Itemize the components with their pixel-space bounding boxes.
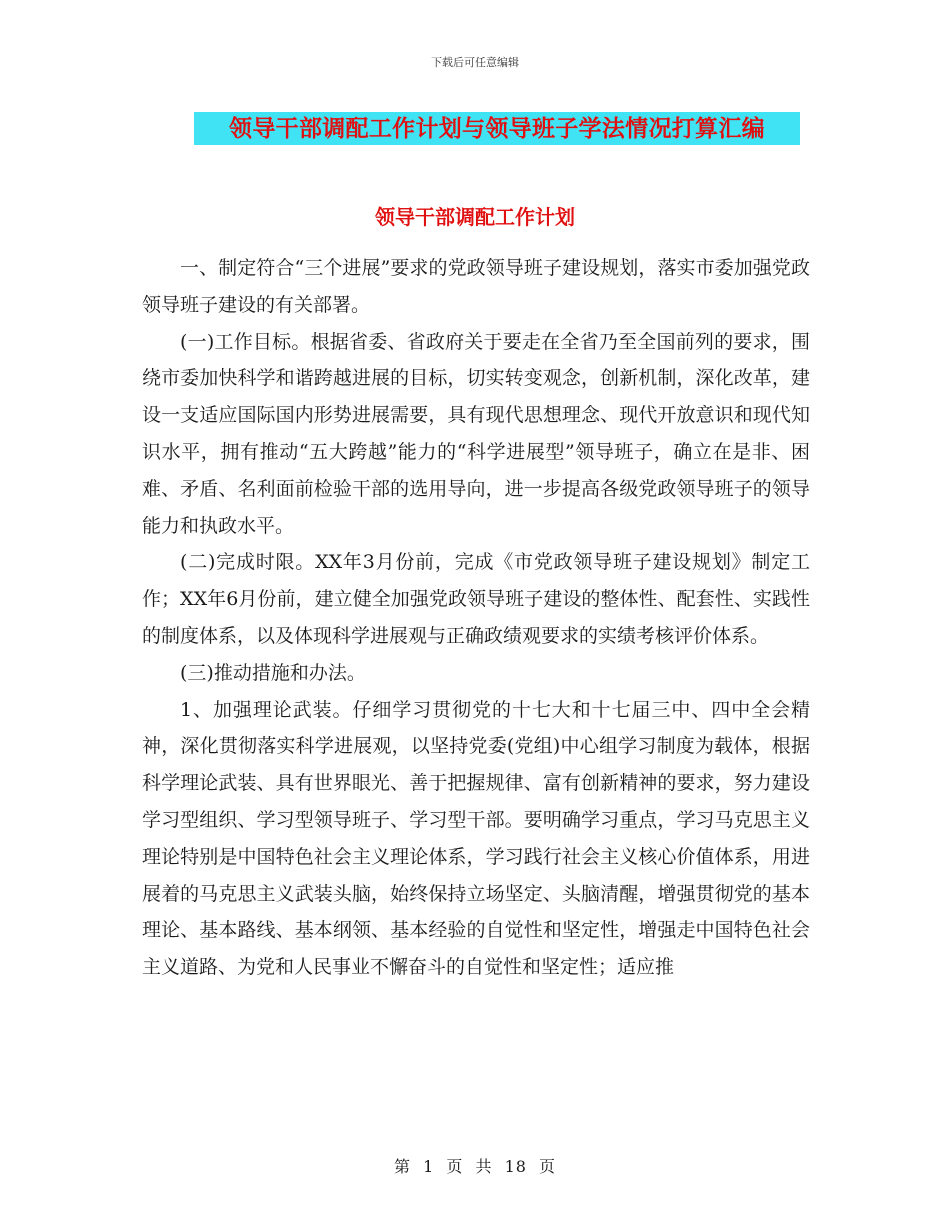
paragraph: (二)完成时限。XX年3月份前，完成《市党政领导班子建设规划》制定工作；XX年6月份前，建立健全加强党政领导班子建设的整体性、配套性、实践性的制度体系，以及体现科学进展观与正确政绩观要求的实绩考核评价体系。 [142,551,810,647]
footer-page-word: 页 [446,1157,464,1176]
footer-page-prefix: 第 [393,1157,411,1176]
paragraph: 1、加强理论武装。仔细学习贯彻党的十七大和十七届三中、四中全会精神，深化贯彻落实科学进展观，以坚持党委(党组)中心组学习制度为载体，根据科学理论武装、具有世界眼光、善于把握规律、富有创新精神的要求，努力建设学习型组织、学习型领导班子、学习型干部。要明确学习重点，学习马克思主义理论特别是中国特色社会主义理论体系，学习践行社会主义核心价值体系，用进展着的马克思主义武装头脑，始终保持立场坚定、头脑清醒，增强贯彻党的基本理论、基本路线、基本纲领、基本经验的自觉性和坚定性，增强走中国特色社会主义道路、为党和人民事业不懈奋斗的自觉性和坚定性；适应推 [142,698,810,979]
footer-total-prefix: 共 [475,1157,493,1176]
page-footer [0,1154,950,1177]
header-note: 下载后可任意编辑 [431,56,519,69]
paragraph: (三)推动措施和办法。 [180,661,366,684]
paragraph: 一、制定符合“三个进展”要求的党政领导班子建设规划，落实市委加强党政领导班子建设的有关部署。 [142,257,810,316]
paragraph: (一)工作目标。根据省委、省政府关于要走在全省乃至全国前列的要求，围绕市委加快科学和谐跨越进展的目标，切实转变观念，创新机制，深化改革，建设一支适应国际国内形势进展需要，具有现代思想理念、现代开放意识和现代知识水平，拥有推动“五大跨越”能力的“科学进展型”领导班子，确立在是非、困难、矛盾、名利面前检验干部的选用导向，进一步提高各级党政领导班子的领导能力和执政水平。 [142,330,810,537]
section-title: 领导干部调配工作计划 [375,205,575,229]
main-title: 领导干部调配工作计划与领导班子学法情况打算汇编 [194,112,800,145]
footer-page-suffix: 页 [539,1157,557,1176]
current-page-number: 1 [423,1157,435,1176]
total-page-count: 18 [504,1157,527,1176]
body-text [142,250,810,986]
